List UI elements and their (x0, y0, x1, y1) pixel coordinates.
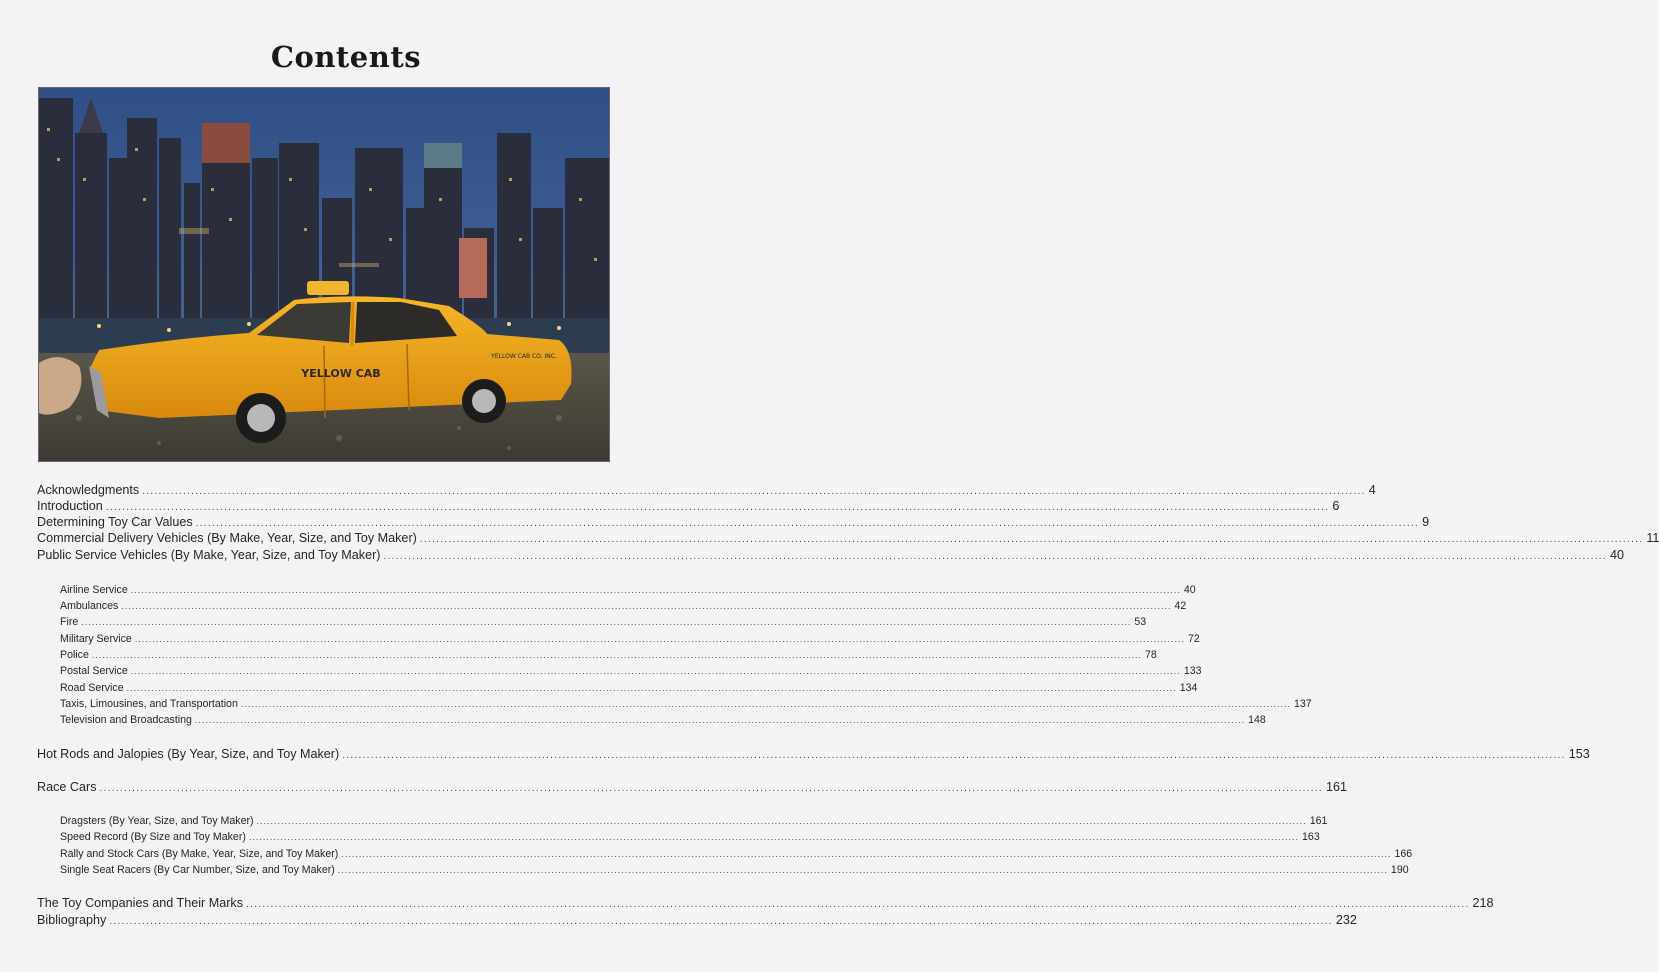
toc-entry (37, 531, 1659, 545)
toc-entry-page-number: 134 (1179, 682, 1198, 694)
toc-entry-label: Fire (60, 616, 79, 628)
toc-entry-page-number: 42 (1174, 600, 1187, 612)
toc-entry-label: Military Service (60, 633, 132, 645)
toc-entry-label: Introduction (37, 499, 103, 513)
toc-entry-page-number: 218 (1472, 896, 1494, 910)
toc-entry (37, 714, 1266, 726)
toc-entry-label: Bibliography (37, 913, 107, 927)
toc-entry-page-number: 40 (1183, 584, 1196, 596)
toc-entry (37, 815, 1328, 827)
toc-entry-label: The Toy Companies and Their Marks (37, 896, 244, 910)
toc-entry-page-number: 78 (1145, 649, 1157, 661)
toc-dot-leader: ............................................................................................................................................................................................................................................................................................................ (256, 816, 1307, 826)
toc-dot-leader: ............................................................................................................................................................................................................................................................................................................ (246, 899, 1470, 910)
toc-entry (37, 548, 1624, 562)
toc-dot-leader: ............................................................................................................................................................................................................................................................................................................ (130, 666, 1181, 676)
toc-entry-label: Television and Broadcasting (60, 714, 192, 726)
toc-entry-label: Ambulances (60, 600, 119, 612)
toc-entry-page-number: 232 (1335, 913, 1357, 927)
toc-entry (37, 831, 1320, 843)
cab-door-text: YELLOW CAB (301, 367, 381, 380)
toc-entry (37, 483, 1376, 497)
toc-entry-label: Postal Service (60, 665, 128, 677)
toc-dot-leader: ............................................................................................................................................................................................................................................................................................................ (194, 715, 1246, 725)
toc-entry (37, 864, 1409, 876)
toc-entry (37, 896, 1494, 910)
toc-entry-label: Rally and Stock Cars (By Make, Year, Size, and Toy Maker) (60, 848, 339, 860)
toc-dot-leader: ............................................................................................................................................................................................................................................................................................................ (337, 865, 1388, 875)
toc-entry-page-number: 161 (1326, 780, 1348, 794)
toc-entry (37, 698, 1312, 710)
toc-entry-label: Speed Record (By Size and Toy Maker) (60, 831, 246, 843)
toc-entry (37, 515, 1430, 529)
toc-entry-label: Public Service Vehicles (By Make, Year, Size, and Toy Maker) (37, 548, 381, 562)
toc-dot-leader: ............................................................................................................................................................................................................................................................................................................ (342, 750, 1566, 761)
toc-entry-page-number: 11 (1646, 531, 1659, 545)
toc-entry-label: Hot Rods and Jalopies (By Year, Size, and Toy Maker) (37, 747, 340, 761)
toc-dot-leader: ............................................................................................................................................................................................................................................................................................................ (99, 783, 1323, 794)
toc-entry-label: Acknowledgments (37, 483, 140, 497)
toc-dot-leader: ............................................................................................................................................................................................................................................................................................................ (130, 585, 1181, 595)
page-title: Contents (270, 40, 422, 74)
toc-entry-label: Taxis, Limousines, and Transportation (60, 698, 238, 710)
toc-entry (37, 682, 1198, 694)
toc-entry-label: Race Cars (37, 780, 97, 794)
toc-entry (37, 848, 1413, 860)
toc-entry-page-number: 163 (1302, 831, 1320, 843)
toc-dot-leader: ............................................................................................................................................................................................................................................................................................................ (383, 551, 1607, 562)
toc-entry-label: Single Seat Racers (By Car Number, Size, and Toy Maker) (60, 864, 335, 876)
toc-dot-leader: ............................................................................................................................................................................................................................................................................................................ (91, 650, 1143, 660)
toc-entry-page-number: 190 (1390, 864, 1409, 876)
toc-dot-leader: ............................................................................................................................................................................................................................................................................................................ (195, 518, 1420, 529)
toc-dot-leader: ............................................................................................................................................................................................................................................................................................................ (126, 683, 1177, 693)
cab-side-text: YELLOW CAB CO. INC. (491, 353, 557, 360)
toc-entry-page-number: 137 (1294, 698, 1312, 710)
toc-entry-label: Road Service (60, 682, 124, 694)
toc-entry-label: Dragsters (By Year, Size, and Toy Maker) (60, 815, 254, 827)
toc-entry (37, 780, 1348, 794)
toc-entry (37, 913, 1357, 927)
toc-entry-page-number: 153 (1568, 747, 1590, 761)
toc-entry (37, 600, 1187, 612)
toc-entry (37, 616, 1147, 628)
toc-dot-leader: ............................................................................................................................................................................................................................................................................................................ (121, 601, 1172, 611)
toc-dot-leader: ............................................................................................................................................................................................................................................................................................................ (419, 534, 1644, 545)
toc-entry-page-number: 53 (1134, 616, 1147, 628)
toc-dot-leader: ............................................................................................................................................................................................................................................................................................................ (240, 699, 1291, 709)
toc-entry (37, 649, 1157, 661)
toc-dot-leader: ............................................................................................................................................................................................................................................................................................................ (105, 502, 1330, 513)
toc-entry-page-number: 6 (1332, 499, 1340, 513)
toc-entry-page-number: 4 (1368, 483, 1376, 497)
toc-entry (37, 747, 1590, 761)
toc-entry-label: Airline Service (60, 584, 128, 596)
toc-entry (37, 584, 1196, 596)
toc-entry-label: Commercial Delivery Vehicles (By Make, Year, Size, and Toy Maker) (37, 531, 417, 545)
toc-entry-page-number: 148 (1248, 714, 1266, 726)
toc-dot-leader: ............................................................................................................................................................................................................................................................................................................ (81, 617, 1132, 627)
toc-entry-page-number: 72 (1187, 633, 1200, 645)
toc-entry-label: Police (60, 649, 89, 661)
toc-entry-page-number: 161 (1309, 815, 1328, 827)
toc-dot-leader: ............................................................................................................................................................................................................................................................................................................ (142, 486, 1366, 497)
toc-entry (37, 499, 1340, 513)
toc-entry-page-number: 133 (1183, 665, 1202, 677)
toc-entry-page-number: 9 (1422, 515, 1430, 529)
toc-entry-page-number: 40 (1609, 548, 1624, 562)
toc-dot-leader: ............................................................................................................................................................................................................................................................................................................ (134, 634, 1185, 644)
toc-entry (37, 665, 1202, 677)
toc-entry-label: Determining Toy Car Values (37, 515, 193, 529)
toc-entry (37, 633, 1200, 645)
toc-dot-leader: ............................................................................................................................................................................................................................................................................................................ (341, 849, 1392, 859)
toc-dot-leader: ............................................................................................................................................................................................................................................................................................................ (248, 832, 1300, 842)
toc-dot-leader: ............................................................................................................................................................................................................................................................................................................ (109, 916, 1333, 927)
toc-entry-page-number: 166 (1394, 848, 1413, 860)
cover-photo-yellow-cab (38, 87, 610, 462)
